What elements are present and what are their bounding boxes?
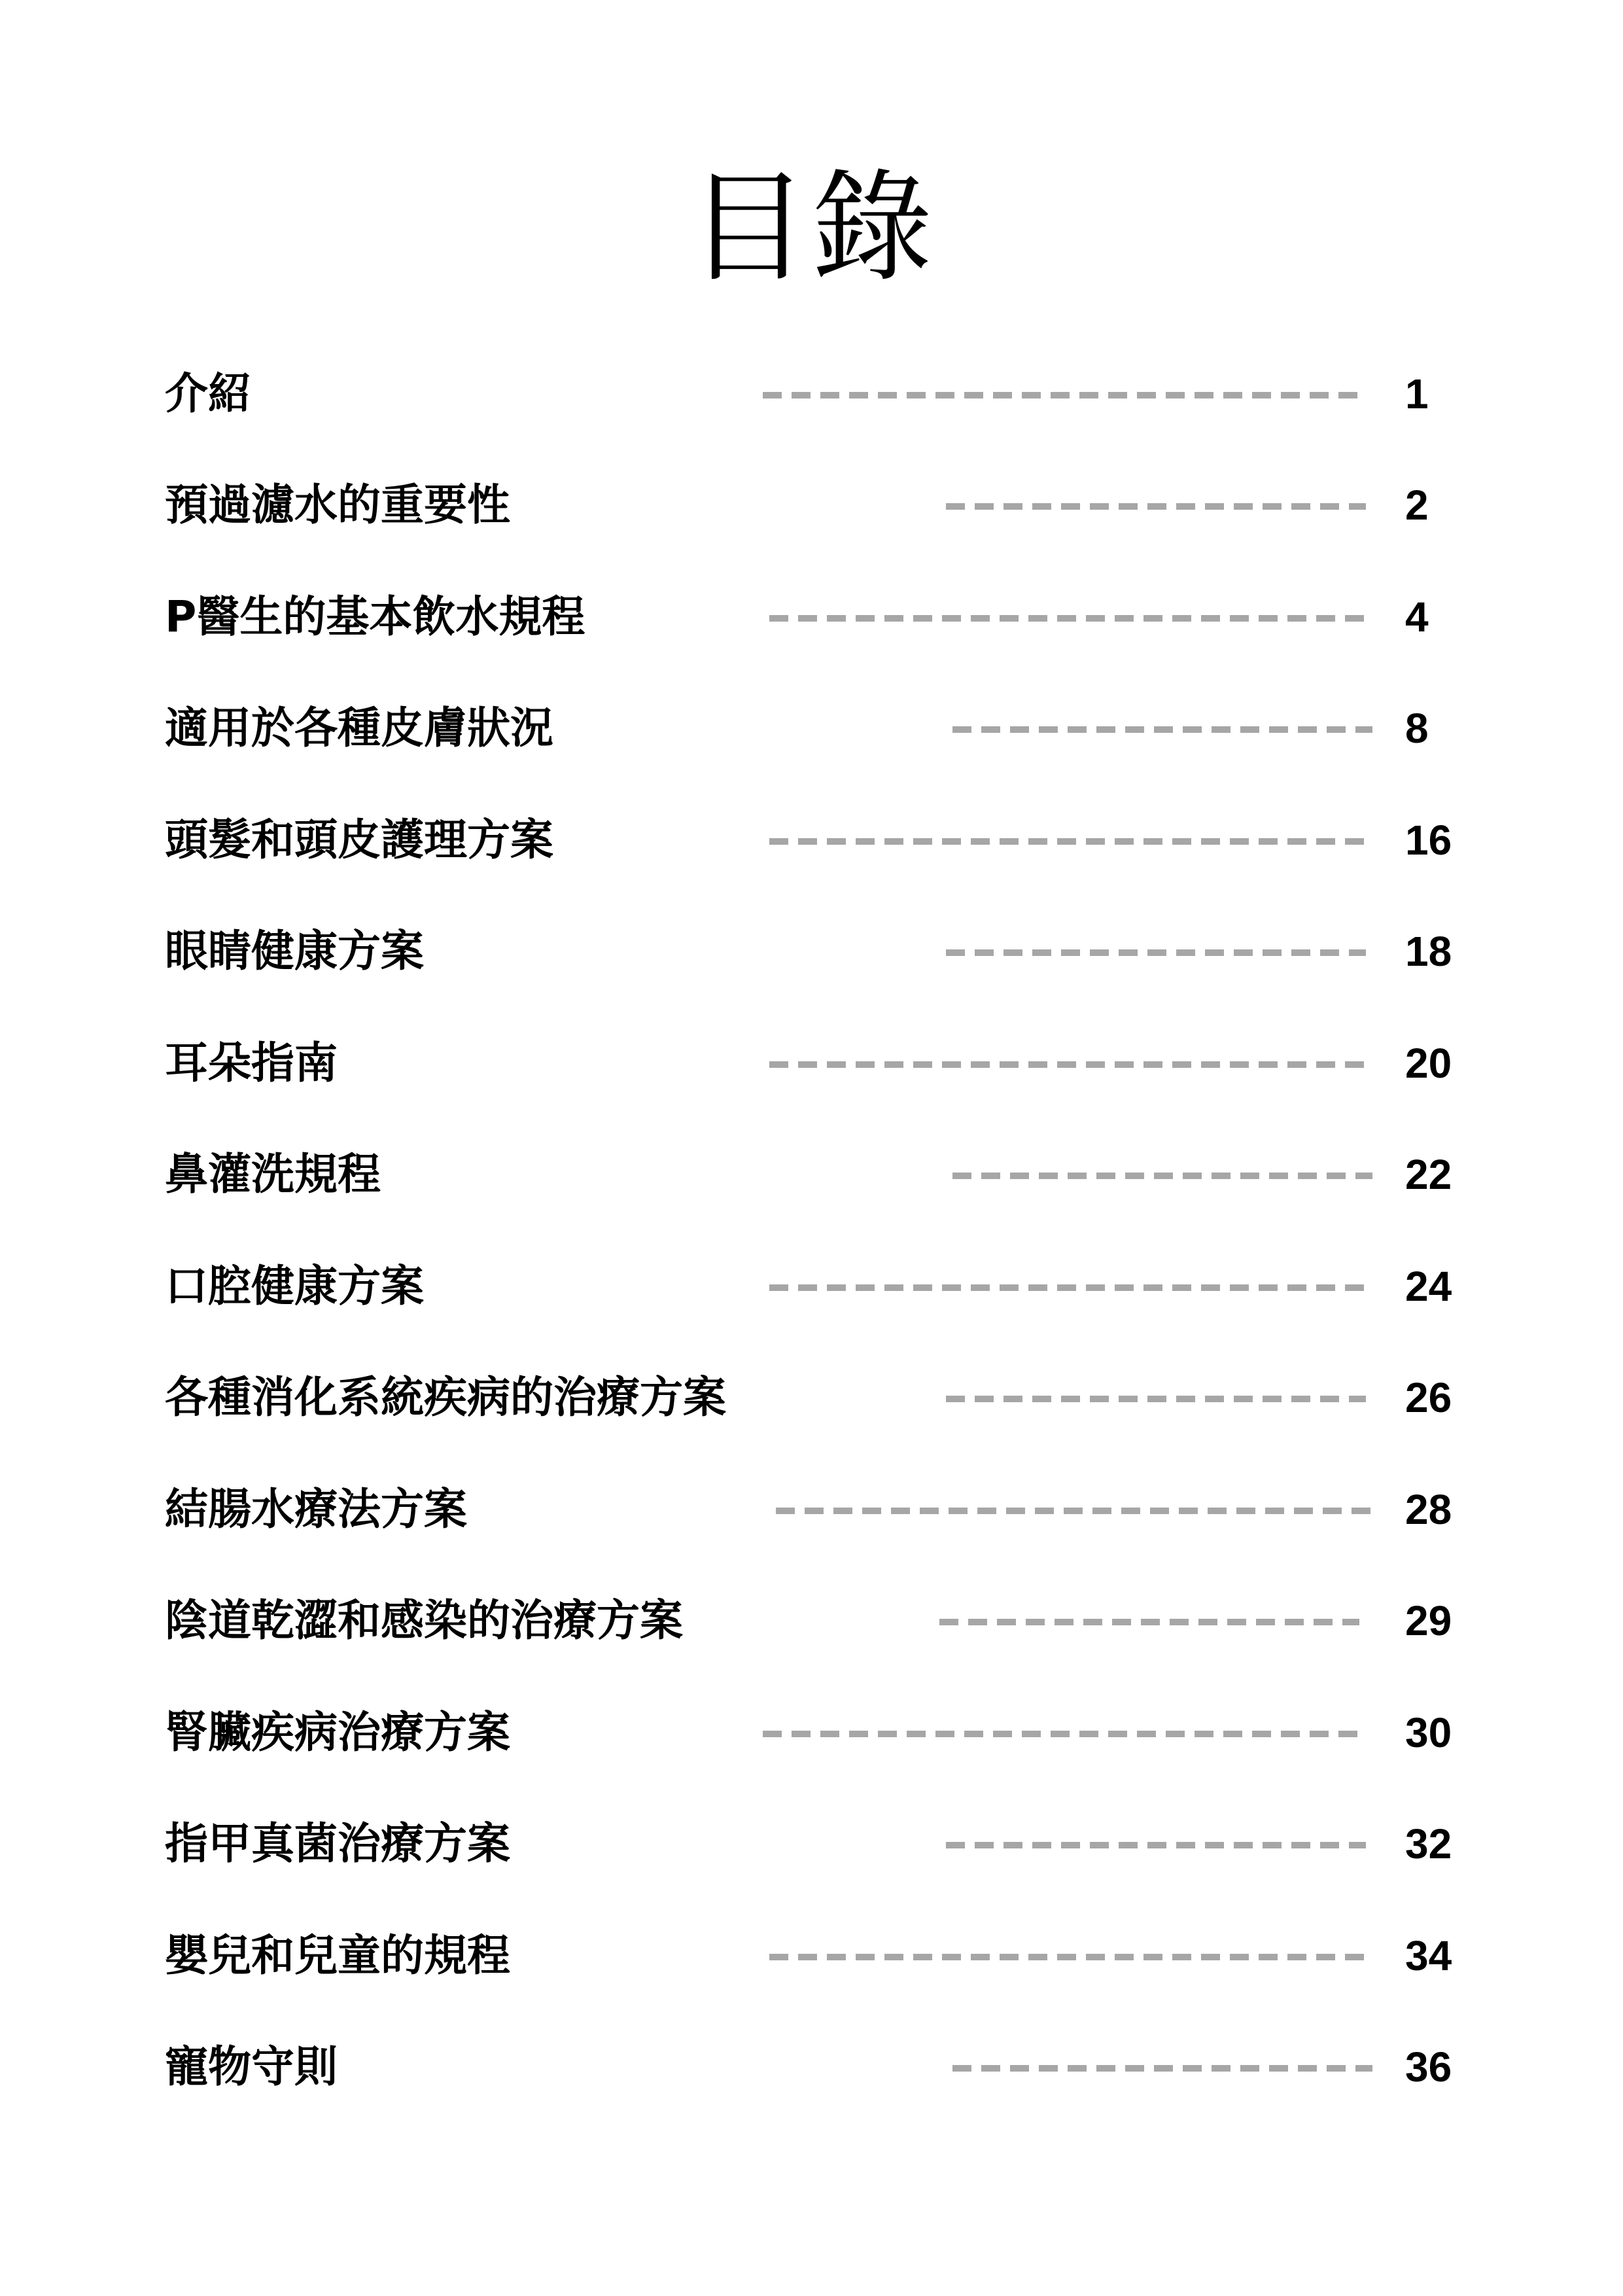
toc-dotted-leader bbox=[769, 838, 1372, 845]
toc-entry-title: 口腔健康方案 bbox=[165, 1261, 424, 1311]
toc-entry-title: 寵物守則 bbox=[165, 2041, 338, 2092]
toc-entry[interactable] bbox=[0, 469, 1623, 541]
toc-entry-title: 耳朵指南 bbox=[165, 1038, 338, 1088]
toc-dotted-leader bbox=[952, 726, 1372, 733]
toc-entry-title: P醫生的基本飲水規程 bbox=[165, 592, 585, 642]
toc-dotted-leader bbox=[763, 1731, 1366, 1737]
toc-dotted-leader bbox=[946, 949, 1366, 956]
toc-entry[interactable] bbox=[0, 2031, 1623, 2103]
toc-entry[interactable] bbox=[0, 1362, 1623, 1434]
toc-entry-title: 嬰兒和兒童的規程 bbox=[165, 1930, 510, 1981]
toc-entry[interactable] bbox=[0, 1027, 1623, 1099]
toc-dotted-leader bbox=[952, 1173, 1372, 1179]
toc-entry-title: 頭髮和頭皮護理方案 bbox=[165, 815, 553, 865]
toc-page-number: 29 bbox=[1405, 1597, 1452, 1644]
toc-entry[interactable] bbox=[0, 915, 1623, 987]
toc-dotted-leader bbox=[939, 1619, 1359, 1625]
toc-entry-title: 適用於各種皮膚狀況 bbox=[165, 703, 553, 753]
toc-entry-title: 眼睛健康方案 bbox=[165, 926, 424, 976]
toc-entry[interactable] bbox=[0, 1139, 1623, 1210]
toc-entry-title: 各種消化系統疾病的治療方案 bbox=[165, 1372, 726, 1422]
toc-page-number: 1 bbox=[1405, 370, 1429, 417]
page-title: 目錄 bbox=[688, 157, 935, 298]
toc-entry-title: 指甲真菌治療方案 bbox=[165, 1818, 510, 1869]
toc-entry[interactable] bbox=[0, 358, 1623, 430]
toc-entry[interactable] bbox=[0, 1250, 1623, 1322]
toc-entry-title: 陰道乾澀和感染的治療方案 bbox=[165, 1595, 683, 1646]
toc-entry-title: 結腸水療法方案 bbox=[165, 1484, 467, 1534]
toc-page-number: 36 bbox=[1405, 2043, 1452, 2091]
toc-page-number: 8 bbox=[1405, 705, 1429, 752]
toc-dotted-leader bbox=[763, 392, 1366, 398]
toc-dotted-leader bbox=[769, 615, 1372, 622]
toc-entry[interactable] bbox=[0, 581, 1623, 653]
toc-entry[interactable] bbox=[0, 1585, 1623, 1657]
toc-entry[interactable] bbox=[0, 1808, 1623, 1880]
toc-page-number: 16 bbox=[1405, 817, 1452, 864]
toc-entry[interactable] bbox=[0, 1697, 1623, 1769]
toc-page-number: 20 bbox=[1405, 1040, 1452, 1087]
toc-page-number: 2 bbox=[1405, 482, 1429, 529]
toc-page-number: 18 bbox=[1405, 928, 1452, 975]
toc-dotted-leader bbox=[769, 1284, 1366, 1291]
toc-entry[interactable] bbox=[0, 692, 1623, 764]
toc-entry[interactable] bbox=[0, 804, 1623, 876]
toc-entry-title: 介紹 bbox=[165, 368, 251, 419]
toc-page-number: 22 bbox=[1405, 1151, 1452, 1198]
toc-entry[interactable] bbox=[0, 1474, 1623, 1545]
toc-dotted-leader bbox=[946, 1396, 1366, 1402]
toc-page-number: 34 bbox=[1405, 1932, 1452, 1979]
toc-entry-title: 腎臟疾病治療方案 bbox=[165, 1707, 510, 1757]
toc-page-number: 28 bbox=[1405, 1486, 1452, 1533]
toc-dotted-leader bbox=[946, 1842, 1366, 1848]
toc-page-number: 32 bbox=[1405, 1820, 1452, 1867]
toc-page-number: 26 bbox=[1405, 1374, 1452, 1421]
toc-entry[interactable] bbox=[0, 1920, 1623, 1992]
toc-dotted-leader bbox=[952, 2065, 1372, 2072]
toc-entry-title: 鼻灌洗規程 bbox=[165, 1149, 381, 1199]
toc-page-number: 24 bbox=[1405, 1263, 1452, 1310]
toc-entry-title: 預過濾水的重要性 bbox=[165, 480, 510, 530]
toc-dotted-leader bbox=[769, 1954, 1372, 1960]
toc-page-number: 30 bbox=[1405, 1709, 1452, 1756]
toc-dotted-leader bbox=[776, 1508, 1372, 1514]
toc-dotted-leader bbox=[769, 1061, 1372, 1068]
toc-page-number: 4 bbox=[1405, 593, 1429, 641]
toc-dotted-leader bbox=[946, 503, 1366, 510]
